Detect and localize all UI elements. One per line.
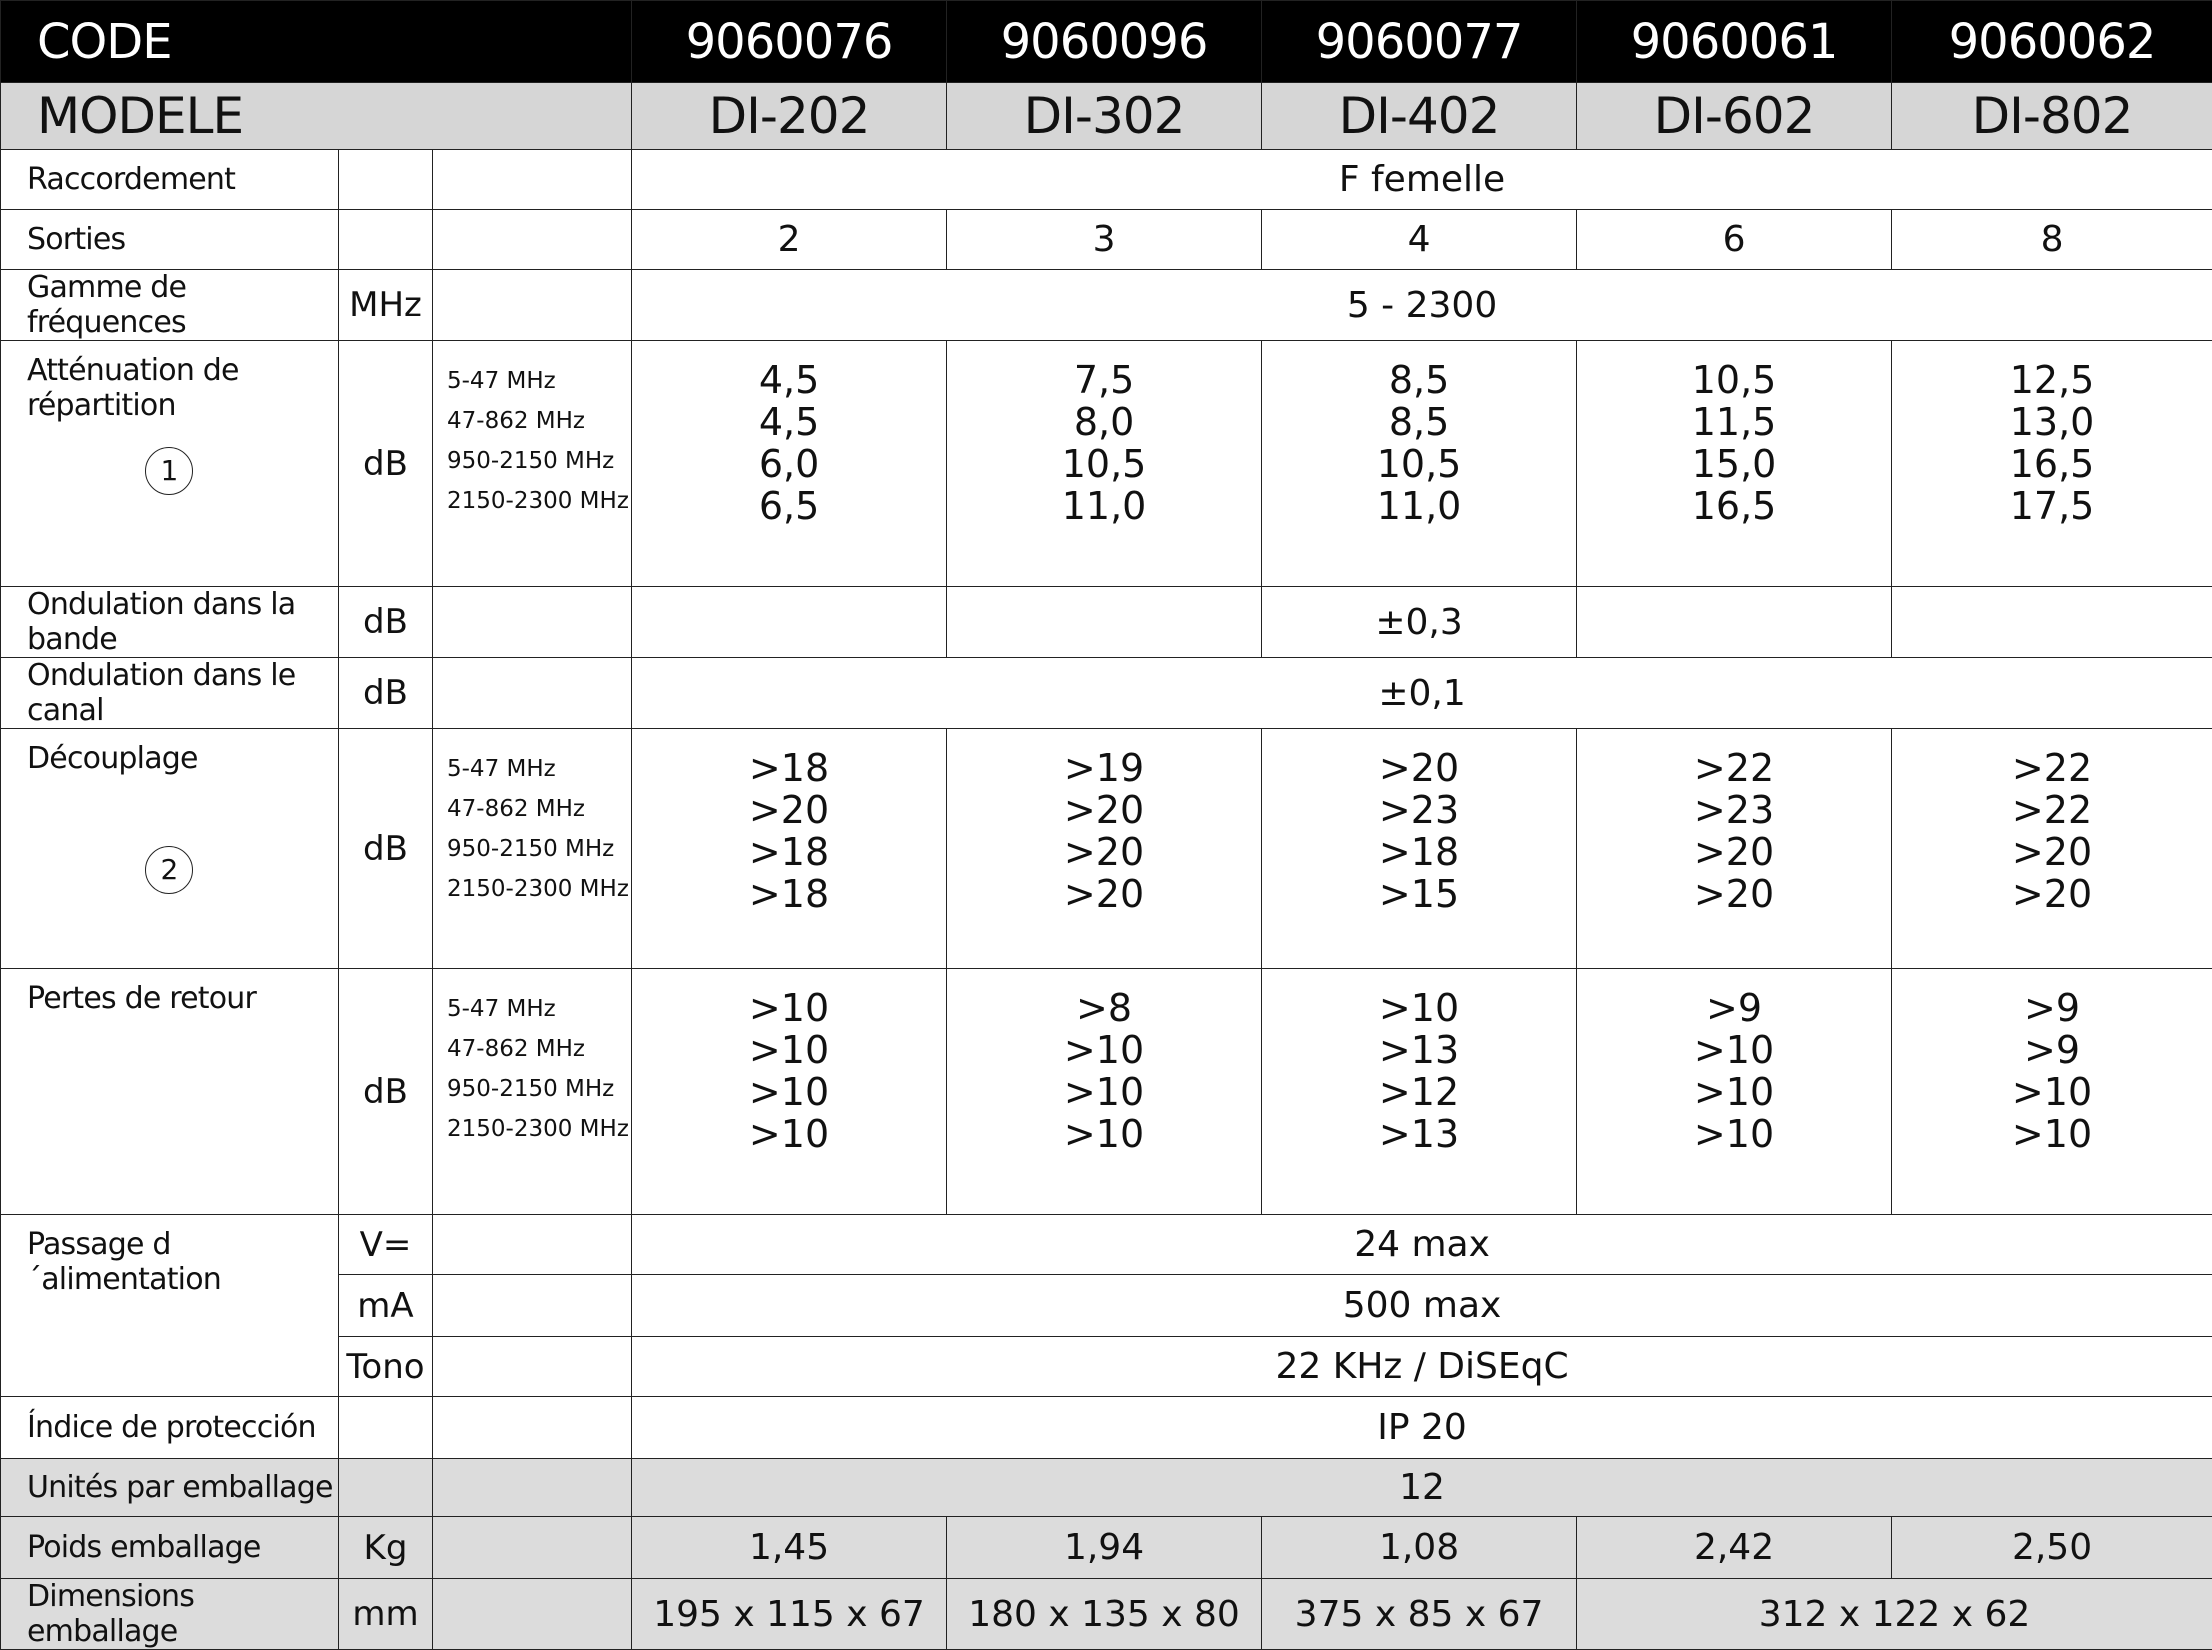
row-alimentation-v: [1, 1215, 2212, 1275]
value: >10: [632, 987, 946, 1029]
value-cell: [1577, 341, 1892, 587]
value: 4,5: [632, 401, 946, 443]
band-label: 2150-2300 MHz: [447, 481, 631, 521]
value-cell: F femelle: [632, 150, 2212, 210]
value-cell: 312 x 122 x 62: [1577, 1579, 2212, 1650]
value-cell: [1892, 587, 2212, 658]
value: >18: [1262, 831, 1576, 873]
unit-cell: [339, 210, 433, 270]
value-cell: [1577, 587, 1892, 658]
value: >13: [1262, 1029, 1576, 1071]
value: 11,0: [947, 485, 1261, 527]
value: >22: [1577, 747, 1891, 789]
freq-cell: [433, 729, 632, 969]
value: >18: [632, 831, 946, 873]
freq-cell: [433, 270, 632, 341]
unit-cell: [339, 1397, 433, 1459]
band-label: 2150-2300 MHz: [447, 1109, 631, 1149]
model-cell: DI-202: [632, 83, 947, 150]
value: >10: [1892, 1113, 2212, 1155]
band-label: 950-2150 MHz: [447, 829, 631, 869]
value: >20: [1892, 831, 2212, 873]
code-cell: 9060076: [632, 1, 947, 83]
value-cell: 2,50: [1892, 1517, 2212, 1579]
band-label: 5-47 MHz: [447, 361, 631, 401]
model-row: [1, 83, 2212, 150]
value-cell: ±0,1: [632, 658, 2212, 729]
code-cell: 9060062: [1892, 1, 2212, 83]
value-cell: 2: [632, 210, 947, 270]
freq-cell: [433, 658, 632, 729]
value-cell: ±0,3: [1262, 587, 1577, 658]
value-cell: 1,94: [947, 1517, 1262, 1579]
row-poids: [1, 1517, 2212, 1579]
value: 12,5: [1892, 359, 2212, 401]
code-label: CODE: [1, 1, 632, 83]
model-cell: DI-802: [1892, 83, 2212, 150]
value-cell: [1262, 729, 1577, 969]
row-label: Atténuation de répartition: [27, 353, 239, 423]
freq-cell: [433, 969, 632, 1215]
row-label: Dimensions emballage: [1, 1579, 339, 1650]
row-label: Raccordement: [1, 150, 339, 210]
value: >22: [1892, 789, 2212, 831]
row-label: Gamme de fréquences: [1, 270, 339, 341]
unit-cell: dB: [339, 729, 433, 969]
value: >10: [1262, 987, 1576, 1029]
row-label-cell: [1, 341, 339, 587]
value: 10,5: [1577, 359, 1891, 401]
value: >20: [1577, 831, 1891, 873]
value: 7,5: [947, 359, 1261, 401]
value: >10: [947, 1029, 1261, 1071]
unit-cell: Kg: [339, 1517, 433, 1579]
value: >10: [947, 1113, 1261, 1155]
value-cell: [1577, 729, 1892, 969]
row-label: Unités par emballage: [1, 1459, 339, 1517]
row-label: Índice de protección: [1, 1397, 339, 1459]
value-cell: [632, 587, 947, 658]
band-label: 5-47 MHz: [447, 989, 631, 1029]
value: >20: [632, 789, 946, 831]
freq-cell: [433, 1215, 632, 1275]
value: 8,0: [947, 401, 1261, 443]
value: >23: [1262, 789, 1576, 831]
value-cell: 180 x 135 x 80: [947, 1579, 1262, 1650]
freq-cell: [433, 210, 632, 270]
band-label: 47-862 MHz: [447, 401, 631, 441]
value: >10: [1577, 1029, 1891, 1071]
value-cell: 22 KHz / DiSEqC: [632, 1337, 2212, 1397]
code-cell: 9060061: [1577, 1, 1892, 83]
value: 13,0: [1892, 401, 2212, 443]
value-cell: 1,08: [1262, 1517, 1577, 1579]
row-label-cell: [1, 969, 339, 1215]
unit-cell: Tono: [339, 1337, 433, 1397]
row-raccordement: [1, 150, 2212, 210]
value: >15: [1262, 873, 1576, 915]
value-cell: 5 - 2300: [632, 270, 2212, 341]
row-ondulation-bande: [1, 587, 2212, 658]
freq-cell: [433, 1459, 632, 1517]
value-cell: [632, 969, 947, 1215]
note-marker: 2: [145, 846, 193, 894]
row-label: Pertes de retour: [27, 981, 256, 1016]
code-cell: 9060077: [1262, 1, 1577, 83]
value: >10: [1577, 1113, 1891, 1155]
value-cell: [1262, 341, 1577, 587]
row-label: Ondulation dans le canal: [1, 658, 339, 729]
value: >12: [1262, 1071, 1576, 1113]
unit-cell: mm: [339, 1579, 433, 1650]
freq-cell: [433, 587, 632, 658]
value: 15,0: [1577, 443, 1891, 485]
unit-cell: V=: [339, 1215, 433, 1275]
row-sorties: [1, 210, 2212, 270]
value: >20: [1262, 747, 1576, 789]
value: >20: [947, 873, 1261, 915]
value: >23: [1577, 789, 1891, 831]
value: 16,5: [1577, 485, 1891, 527]
value: >20: [1892, 873, 2212, 915]
row-decouplage: [1, 729, 2212, 969]
unit-cell: dB: [339, 341, 433, 587]
value-cell: 3: [947, 210, 1262, 270]
value: >10: [632, 1029, 946, 1071]
band-label: 950-2150 MHz: [447, 441, 631, 481]
code-cell: 9060096: [947, 1, 1262, 83]
value-cell: 195 x 115 x 67: [632, 1579, 947, 1650]
freq-cell: [433, 150, 632, 210]
value-cell: 24 max: [632, 1215, 2212, 1275]
value-cell: 6: [1577, 210, 1892, 270]
value: >8: [947, 987, 1261, 1029]
value-cell: [1892, 969, 2212, 1215]
unit-cell: dB: [339, 969, 433, 1215]
value: 4,5: [632, 359, 946, 401]
value: 11,0: [1262, 485, 1576, 527]
freq-cell: [433, 1275, 632, 1337]
row-label-cell: [1, 729, 339, 969]
unit-cell: [339, 1459, 433, 1517]
value-cell: [632, 729, 947, 969]
value: 6,5: [632, 485, 946, 527]
row-ondulation-canal: [1, 658, 2212, 729]
note-marker: 1: [145, 447, 193, 495]
value: 11,5: [1577, 401, 1891, 443]
value-cell: 375 x 85 x 67: [1262, 1579, 1577, 1650]
model-cell: DI-402: [1262, 83, 1577, 150]
value: >10: [1892, 1071, 2212, 1113]
value-cell: IP 20: [632, 1397, 2212, 1459]
band-label: 5-47 MHz: [447, 749, 631, 789]
value: 6,0: [632, 443, 946, 485]
value: >10: [632, 1113, 946, 1155]
value: 10,5: [947, 443, 1261, 485]
value-cell: [1892, 341, 2212, 587]
band-label: 950-2150 MHz: [447, 1069, 631, 1109]
value-cell: 500 max: [632, 1275, 2212, 1337]
row-gamme: [1, 270, 2212, 341]
value-cell: [947, 969, 1262, 1215]
row-label: Poids emballage: [1, 1517, 339, 1579]
value: >9: [1892, 987, 2212, 1029]
value: >9: [1892, 1029, 2212, 1071]
value: >22: [1892, 747, 2212, 789]
freq-cell: [433, 1579, 632, 1650]
value-cell: [947, 341, 1262, 587]
unit-cell: mA: [339, 1275, 433, 1337]
unit-cell: [339, 150, 433, 210]
band-label: 2150-2300 MHz: [447, 869, 631, 909]
value-cell: [947, 729, 1262, 969]
freq-cell: [433, 1517, 632, 1579]
value: >18: [632, 873, 946, 915]
value: >10: [947, 1071, 1261, 1113]
value-cell: [1262, 969, 1577, 1215]
value: >9: [1577, 987, 1891, 1029]
value: >20: [1577, 873, 1891, 915]
row-label: Passage d´alimentation: [1, 1215, 339, 1397]
value-cell: [1577, 969, 1892, 1215]
value: >20: [947, 789, 1261, 831]
row-dimensions: [1, 1579, 2212, 1650]
unit-cell: dB: [339, 658, 433, 729]
value: 8,5: [1262, 359, 1576, 401]
model-label: MODELE: [1, 83, 632, 150]
value-cell: 2,42: [1577, 1517, 1892, 1579]
value: >18: [632, 747, 946, 789]
row-protection: [1, 1397, 2212, 1459]
value-cell: [632, 341, 947, 587]
unit-cell: dB: [339, 587, 433, 658]
model-cell: DI-602: [1577, 83, 1892, 150]
value: >20: [947, 831, 1261, 873]
value: >10: [632, 1071, 946, 1113]
row-label: Ondulation dans la bande: [1, 587, 339, 658]
freq-cell: [433, 341, 632, 587]
value: 17,5: [1892, 485, 2212, 527]
band-label: 47-862 MHz: [447, 789, 631, 829]
value: >13: [1262, 1113, 1576, 1155]
unit-cell: MHz: [339, 270, 433, 341]
value-cell: 1,45: [632, 1517, 947, 1579]
row-pertes: [1, 969, 2212, 1215]
value: 10,5: [1262, 443, 1576, 485]
value-cell: 8: [1892, 210, 2212, 270]
value: 8,5: [1262, 401, 1576, 443]
code-row: [1, 1, 2212, 83]
value-cell: 4: [1262, 210, 1577, 270]
band-label: 47-862 MHz: [447, 1029, 631, 1069]
freq-cell: [433, 1397, 632, 1459]
value: >10: [1577, 1071, 1891, 1113]
value-cell: [947, 587, 1262, 658]
row-attenuation: [1, 341, 2212, 587]
model-cell: DI-302: [947, 83, 1262, 150]
value: >19: [947, 747, 1261, 789]
value: 16,5: [1892, 443, 2212, 485]
row-label: Sorties: [1, 210, 339, 270]
row-label: Découplage: [27, 741, 198, 776]
value-cell: [1892, 729, 2212, 969]
freq-cell: [433, 1337, 632, 1397]
row-unites: [1, 1459, 2212, 1517]
value-cell: 12: [632, 1459, 2212, 1517]
